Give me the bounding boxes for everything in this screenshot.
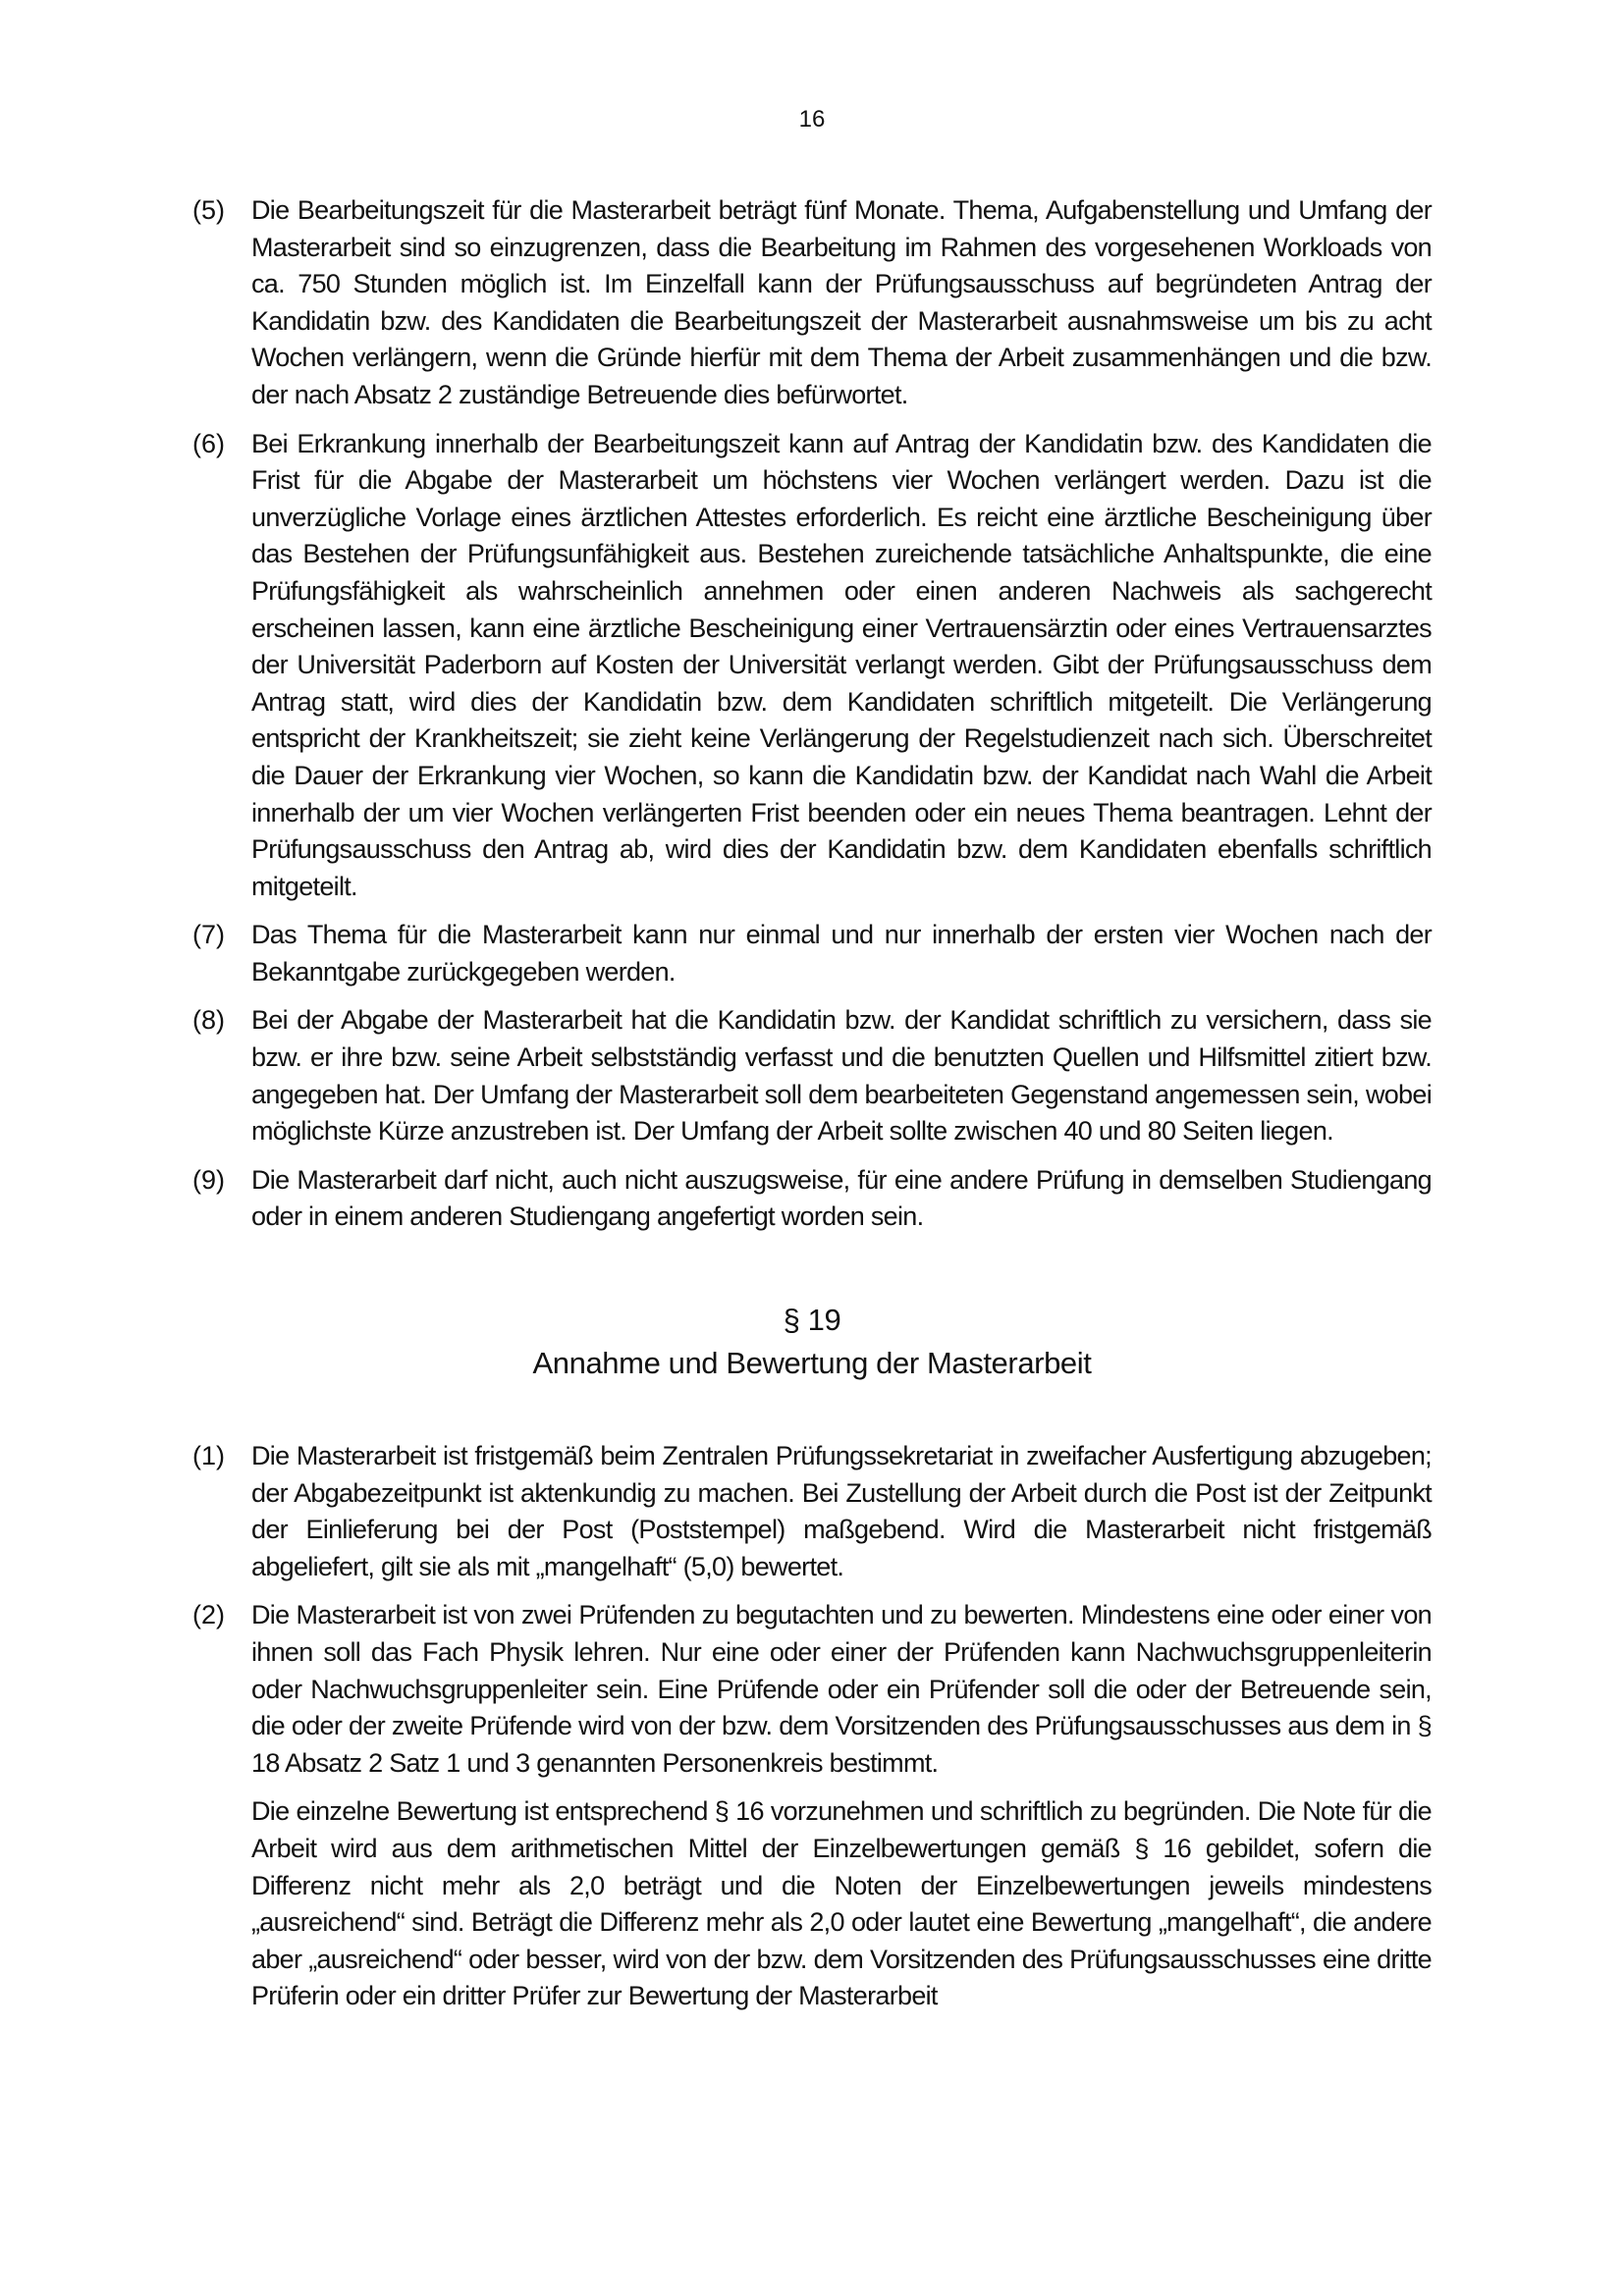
item-text bbox=[251, 1438, 1432, 1585]
paragraph-item-8 bbox=[192, 1002, 1432, 1149]
item-paragraph: Bei Erkrankung innerhalb der Bearbeitungszeit kann auf Antrag der Kandidatin bzw. des Kandidaten die Frist für die Abgabe der Masterarbeit um höchstens vier Wochen verlängert werden. Dazu ist die unverzügliche Vorlage eines ärztlichen Attestes erforderlich. Es reicht eine ärztliche Bescheinigung über das Bestehen der Prüfungsunfähigkeit aus. Bestehen zureichende tatsächliche Anhaltspunkte, die eine Prüfungsfähigkeit als wahrscheinlich annehmen oder einen anderen Nachweis als sachgerecht erscheinen lassen, kann eine ärztliche Bescheinigung einer Vertrauensärztin oder eines Vertrauensarztes der Universität Paderborn auf Kosten der Universität verlangt werden. Gibt der Prüfungsausschuss dem Antrag statt, wird dies der Kandidatin bzw. dem Kandidaten schriftlich mitgeteilt. Die Verlängerung entspricht der Krankheitszeit; sie zieht keine Verlängerung der Regelstudienzeit nach sich. Überschreitet die Dauer der Erkrankung vier Wochen, so kann die Kandidatin bzw. der Kandidat nach Wahl die Arbeit innerhalb der um vier Wochen verlängerten Frist beenden oder ein neues Thema beantragen. Lehnt der Prüfungsausschuss den Antrag ab, wird dies der Kandidatin bzw. dem Kandidaten ebenfalls schriftlich mitgeteilt. bbox=[251, 428, 1432, 901]
item-paragraph: Die Masterarbeit ist fristgemäß beim Zentralen Prüfungssekretariat in zweifacher Ausfertigung abzugeben; der Abgabezeitpunkt ist aktenkundig zu machen. Bei Zustellung der Arbeit durch die Post ist der Zeitpunkt der Einlieferung bei der Post (Poststempel) maßgebend. Wird die Masterarbeit nicht fristgemäß abgeliefert, gilt sie als mit „mangelhaft“ (5,0) bewertet. bbox=[251, 1441, 1432, 1581]
item-text bbox=[251, 192, 1432, 414]
paragraph-item-9 bbox=[192, 1162, 1432, 1236]
item-paragraph: Die Masterarbeit ist von zwei Prüfenden zu begutachten und zu bewerten. Mindestens eine oder einer von ihnen soll das Fach Physik lehren. Nur eine oder einer der Prüfenden kann Nachwuchsgruppenleiterin oder Nachwuchsgruppenleiter sein. Eine Prüfende oder ein Prüfender soll die oder der Betreuende sein, die oder der zweite Prüfende wird von der bzw. dem Vorsitzenden des Prüfungsausschusses aus dem in § 18 Absatz 2 Satz 1 und 3 genannten Personenkreis bestimmt. bbox=[251, 1600, 1432, 1778]
item-paragraph: Die Bearbeitungszeit für die Masterarbeit beträgt fünf Monate. Thema, Aufgabenstellung und Umfang der Masterarbeit sind so einzugrenzen, dass die Bearbeitung im Rahmen des vorgesehenen Workloads von ca. 750 Stunden möglich ist. Im Einzelfall kann der Prüfungsausschuss auf begründeten Antrag der Kandidatin bzw. des Kandidaten die Bearbeitungszeit der Masterarbeit ausnahmsweise um bis zu acht Wochen verlängern, wenn die Gründe hierfür mit dem Thema der Arbeit zusammenhängen und die bzw. der nach Absatz 2 zuständige Betreuende dies befürwortet. bbox=[251, 195, 1432, 409]
item-text bbox=[251, 1002, 1432, 1149]
item-number: (2) bbox=[192, 1600, 225, 1630]
item-paragraph: Die Masterarbeit darf nicht, auch nicht auszugsweise, für eine andere Prüfung in demselben Studiengang oder in einem anderen Studiengang angefertigt worden sein. bbox=[251, 1164, 1432, 1232]
item-text bbox=[251, 1597, 1432, 2015]
paragraph-item-6 bbox=[192, 426, 1432, 906]
section-heading bbox=[192, 1299, 1432, 1385]
item-number: (5) bbox=[192, 195, 225, 225]
item-text bbox=[251, 426, 1432, 906]
item-number: (7) bbox=[192, 920, 225, 950]
item-text bbox=[251, 917, 1432, 990]
item-number: (8) bbox=[192, 1005, 225, 1036]
section-number: § 19 bbox=[783, 1303, 841, 1338]
item-number: (1) bbox=[192, 1441, 225, 1471]
item-number: (9) bbox=[192, 1164, 225, 1195]
item-paragraph: Die einzelne Bewertung ist entsprechend § 16 vorzunehmen und schriftlich zu begründen. Die Note für die Arbeit wird aus dem arithmetischen Mittel der Einzelbewertungen gemäß § 16 gebildet, sofern die Differenz nicht mehr als 2,0 beträgt und die Noten der Einzelbewertungen jeweils mindestens „ausreichend“ sind. Beträgt die Differenz mehr als 2,0 oder lautet eine Bewertung „mangelhaft“, die andere aber „ausreichend“ oder besser, wird von der bzw. dem Vorsitzenden des Prüfungsausschusses eine dritte Prüferin oder ein dritter Prüfer zur Bewertung der Masterarbeit bbox=[251, 1796, 1432, 2011]
item-paragraph: Das Thema für die Masterarbeit kann nur einmal und nur innerhalb der ersten vier Wochen nach der Bekanntgabe zurückgegeben werden. bbox=[251, 920, 1432, 987]
page-content bbox=[192, 192, 1432, 2027]
section-title: Annahme und Bewertung der Masterarbeit bbox=[532, 1346, 1092, 1381]
page-number: 16 bbox=[798, 106, 826, 133]
section-19-item-1 bbox=[192, 1438, 1432, 1585]
item-paragraph: Bei der Abgabe der Masterarbeit hat die Kandidatin bzw. der Kandidat schriftlich zu versichern, dass sie bzw. er ihre bzw. seine Arbeit selbstständig verfasst und die benutzten Quellen und Hilfsmittel zitiert bzw. angegeben hat. Der Umfang der Masterarbeit soll dem bearbeiteten Gegenstand angemessen sein, wobei möglichste Kürze anzustreben ist. Der Umfang der Arbeit sollte zwischen 40 und 80 Seiten liegen. bbox=[251, 1005, 1432, 1147]
paragraph-item-5 bbox=[192, 192, 1432, 414]
item-text bbox=[251, 1162, 1432, 1236]
paragraph-item-7 bbox=[192, 917, 1432, 990]
section-19-item-2 bbox=[192, 1597, 1432, 2015]
item-number: (6) bbox=[192, 428, 225, 458]
